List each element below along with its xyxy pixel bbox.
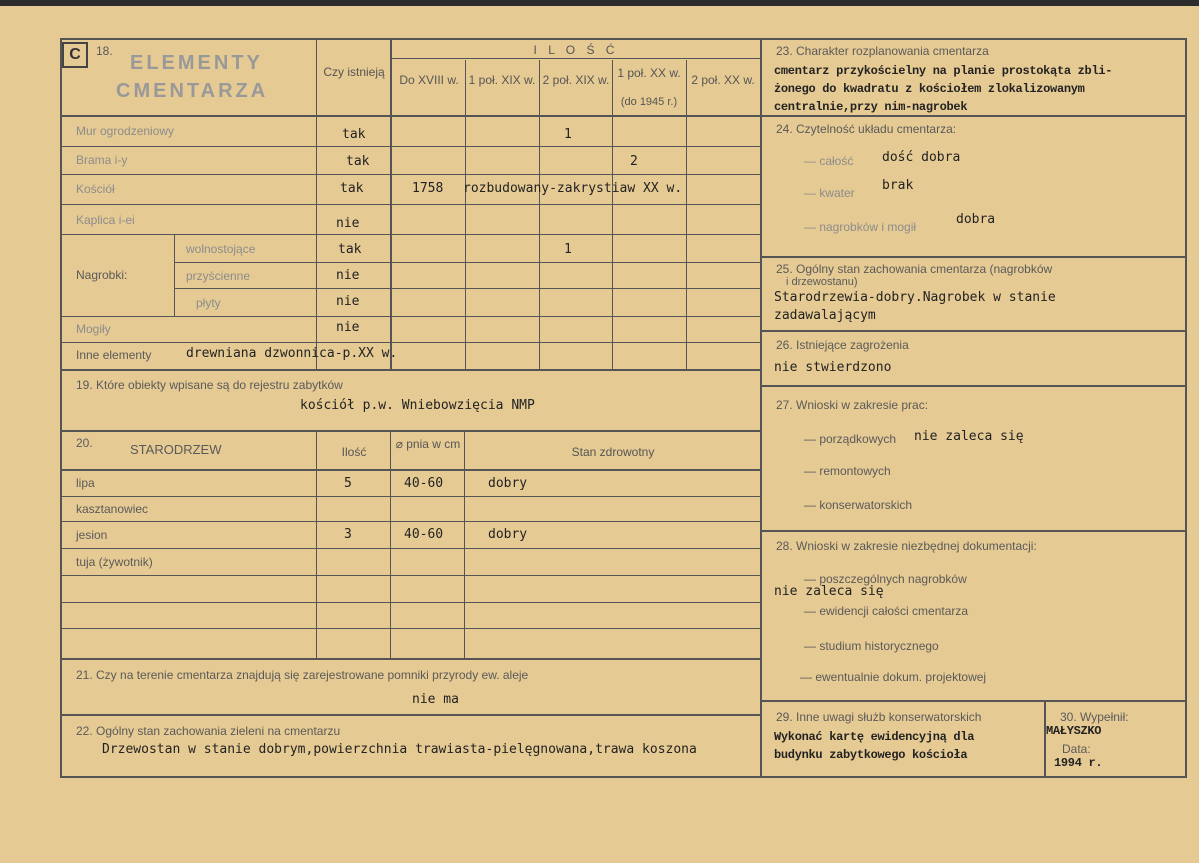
section28-studium: — studium historycznego — [804, 639, 939, 653]
tree-pnia: 40-60 — [404, 476, 444, 491]
row-label-kaplica: Kaplica i-ei — [76, 213, 135, 227]
brama-czy: tak — [346, 154, 370, 169]
row-line — [60, 316, 760, 317]
row-label-wolnostojace: wolnostojące — [186, 242, 256, 256]
section30-label: 30. Wypełnił: — [1060, 710, 1129, 724]
s20-col-line — [316, 430, 317, 660]
section25-line2: zadawalającym — [774, 308, 876, 323]
section24-kwater-value: brak — [882, 178, 914, 193]
section25-label2: i drzewostanu) — [786, 276, 858, 288]
s20-row-line — [60, 575, 760, 576]
tree-stan: dobry — [488, 527, 528, 542]
tree-name: lipa — [76, 476, 95, 490]
top-edge — [0, 0, 1199, 6]
row-label-plyty: płyty — [196, 296, 221, 310]
section28-value: nie zaleca się — [774, 584, 884, 599]
row-label-kosciol: Kościół — [76, 182, 115, 196]
col-line-2pol20 — [686, 60, 687, 370]
section20-col-ilosc: Ilość — [341, 445, 367, 459]
kosciol-czy: tak — [340, 181, 364, 196]
section23-line2: żonego do kwadratu z kościołem zlokalizowanym — [774, 82, 1085, 96]
row-line — [174, 262, 760, 263]
s20-row-line — [60, 496, 760, 497]
section26-value: nie stwierdzono — [774, 360, 892, 375]
section30-name: MAŁYSZKO — [1046, 724, 1102, 738]
section19-value: kościół p.w. Wniebowzięcia NMP — [300, 398, 535, 413]
section18-number: 18. — [96, 44, 113, 58]
inne-value: drewniana dzwonnica-p.XX w. — [186, 346, 398, 361]
section25-bottom — [762, 330, 1187, 332]
section27-label: 27. Wnioski w zakresie prac: — [776, 398, 929, 412]
section24-nagrobkow-value: dobra — [956, 212, 996, 227]
section24-calosc-value: dość dobra — [882, 150, 961, 165]
section23-label: 23. Charakter rozplanowania cmentarza — [776, 44, 989, 58]
wolnostojace-2pol19: 1 — [564, 242, 572, 257]
section20-title: STARODRZEW — [130, 442, 222, 457]
header-do18: Do XVIII w. — [399, 73, 459, 87]
s20-row-line — [60, 521, 760, 522]
frame-left — [60, 38, 62, 778]
section21-bottom — [60, 714, 760, 716]
header-2pol20: 2 poł. XX w. — [691, 73, 755, 87]
section30-data-value: 1994 r. — [1054, 756, 1103, 770]
section18-bottom — [60, 369, 760, 371]
section23-line1: cmentarz przykościelny na planie prostokąta zbli- — [774, 64, 1113, 78]
row-line — [174, 288, 760, 289]
row-line — [60, 204, 760, 205]
wolnostojace-czy: tak — [338, 242, 362, 257]
section-letter-box: C — [62, 42, 88, 68]
tree-name: jesion — [76, 528, 108, 542]
section24-label: 24. Czytelność układu cmentarza: — [776, 122, 957, 136]
section20-number: 20. — [76, 436, 93, 450]
section29-label: 29. Inne uwagi służb konserwatorskich — [776, 710, 982, 724]
row-line — [60, 146, 760, 147]
kosciol-do18: 1758 — [412, 181, 444, 196]
mur-czy: tak — [342, 127, 366, 142]
section21-label: 21. Czy na terenie cmentarza znajdują się zarejestrowane pomniki przyrody ew. aleje — [76, 668, 529, 682]
przyscienne-czy: nie — [336, 268, 360, 283]
tree-name: tuja (żywotnik) — [76, 555, 153, 569]
col-line-do18 — [390, 40, 392, 370]
tree-name: kasztanowiec — [76, 502, 149, 516]
row-label-inne: Inne elementy — [76, 348, 152, 362]
section27-konserwatorskich: — konserwatorskich — [804, 498, 913, 512]
header-czy-istnieja: Czy istnieją — [323, 65, 385, 79]
frame-right — [1185, 38, 1187, 778]
row-label-przyscienne: przyścienne — [186, 269, 251, 283]
header-bottom-line — [60, 115, 760, 117]
section25-label: 25. Ogólny stan zachowania cmentarza (nagrobków — [776, 262, 1053, 276]
section28-ewidencji: — ewidencji całości cmentarza — [804, 604, 969, 618]
row-line — [60, 174, 760, 175]
s20-row-line — [60, 628, 760, 629]
tree-pnia: 40-60 — [404, 527, 444, 542]
row-label-mur: Mur ogrodzeniowy — [76, 124, 175, 138]
mur-2pol19: 1 — [564, 127, 572, 142]
section28-label: 28. Wnioski w zakresie niezbędnej dokumentacji: — [776, 539, 1037, 553]
col-line-czy — [316, 40, 317, 370]
section22-value: Drzewostan w stanie dobrym,powierzchnia trawiasta-pielęgnowana,trawa koszona — [102, 742, 697, 757]
section19-label: 19. Które obiekty wpisane są do rejestru zabytków — [76, 378, 343, 392]
tree-stan: dobry — [488, 476, 528, 491]
tree-ilosc: 3 — [344, 527, 352, 542]
s20-col-line — [390, 430, 391, 660]
section25-line1: Starodrzewia-dobry.Nagrobek w stanie — [774, 290, 1056, 305]
section24-nagrobkow-label: — nagrobków i mogił — [804, 220, 917, 234]
s20-row-line — [60, 602, 760, 603]
s20-col-line — [464, 430, 465, 660]
section28-ewentualnie: — ewentualnie dokum. projektowej — [800, 670, 987, 684]
section18-title-line2: CMENTARZA — [116, 80, 269, 102]
section30-data-label: Data: — [1062, 742, 1091, 756]
row-label-brama: Brama i-y — [76, 153, 128, 167]
section20-col-stan: Stan zdrowotny — [571, 445, 655, 459]
section27-remontowych: — remontowych — [804, 464, 891, 478]
section24-bottom — [762, 256, 1187, 258]
section29-30-divider — [1044, 700, 1046, 778]
section29-line1: Wykonać kartę ewidencyjną dla — [774, 730, 975, 744]
section26-bottom — [762, 385, 1187, 387]
frame-middle — [760, 38, 762, 778]
section26-label: 26. Istniejące zagrożenia — [776, 338, 909, 352]
col-line-2pol19 — [539, 60, 540, 370]
header-1pol19: 1 poł. XIX w. — [468, 73, 536, 87]
row-label-mogily: Mogiły — [76, 322, 111, 336]
section28-poszczegolnych: — poszczególnych nagrobków — [804, 572, 967, 586]
section27-porzadkowych-value: nie zaleca się — [914, 429, 1024, 444]
s20-row-line — [60, 548, 760, 549]
header-1pol20-note: (do 1945 r.) — [620, 96, 678, 108]
row-line — [60, 342, 760, 343]
section22-label: 22. Ogólny stan zachowania zieleni na cmentarzu — [76, 724, 341, 738]
section20-bottom — [60, 658, 760, 660]
kosciol-note: rozbudowany-zakrystiaw XX w. — [463, 181, 683, 196]
section28-bottom — [762, 700, 1187, 702]
header-ilosc: I L O Ś Ć — [533, 43, 619, 57]
nagrobki-divider — [174, 234, 175, 316]
frame-top — [60, 38, 1187, 40]
kaplica-czy: nie — [336, 216, 360, 231]
section24-calosc-label: — całość — [804, 154, 854, 168]
ilosc-underline — [390, 58, 760, 59]
section24-kwater-label: — kwater — [804, 186, 855, 200]
header-2pol19: 2 poł. XIX w. — [542, 73, 610, 87]
section23-line3: centralnie,przy nim-nagrobek — [774, 100, 968, 114]
section27-porzadkowych: — porządkowych — [804, 432, 897, 446]
col-line-1pol19 — [465, 60, 466, 370]
section19-bottom — [60, 430, 760, 432]
plyty-czy: nie — [336, 294, 360, 309]
section23-bottom — [762, 115, 1187, 117]
row-line — [60, 234, 760, 235]
header-1pol20: 1 poł. XX w. — [617, 66, 681, 80]
section21-value: nie ma — [412, 692, 459, 707]
mogily-czy: nie — [336, 320, 360, 335]
tree-ilosc: 5 — [344, 476, 352, 491]
section18-title-line1: ELEMENTY — [130, 52, 263, 74]
section29-line2: budynku zabytkowego kościoła — [774, 748, 968, 762]
s20-row-line — [60, 469, 760, 471]
frame-bottom — [60, 776, 1187, 778]
brama-1pol20: 2 — [630, 154, 638, 169]
section27-bottom — [762, 530, 1187, 532]
section20-col-pnia: ⌀ pnia w cm — [395, 437, 461, 451]
row-label-nagrobki: Nagrobki: — [76, 268, 128, 282]
